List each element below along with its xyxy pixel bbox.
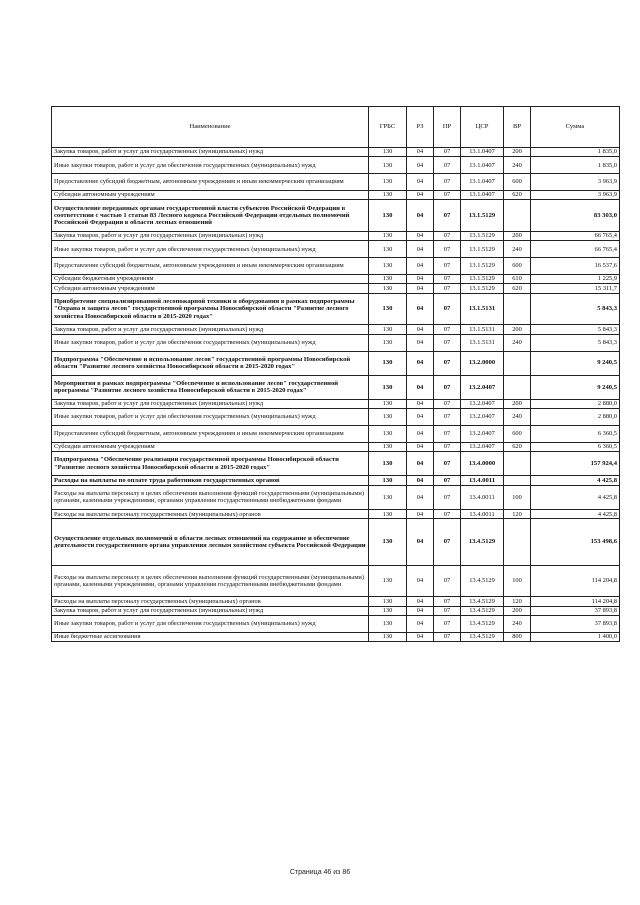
cell-pr: 07 [434,200,461,232]
cell-sum: 9 240,5 [531,351,620,375]
cell-rz: 04 [407,375,434,399]
cell-sum: 114 204,8 [531,565,620,597]
cell-sum: 37 893,8 [531,606,620,615]
cell-vr: 800 [504,632,531,641]
table-row [52,565,620,597]
cell-csr: 13.4.5129 [461,606,504,615]
cell-grbs: 130 [369,565,407,597]
table-row [52,597,620,606]
cell-csr: 13.2.0407 [461,399,504,408]
cell-sum: 1 225,9 [531,274,620,283]
cell-rz: 04 [407,510,434,519]
cell-name: Иные закупки товаров, работ и услуг для обеспечения государственных (муниципальных) нужд [52,157,369,174]
cell-name: Предоставление субсидий бюджетным, автономным учреждениям и иным некоммерческим организациям [52,426,369,443]
cell-vr: 600 [504,426,531,443]
cell-name: Субсидии бюджетным учреждениям [52,274,369,283]
cell-name: Иные закупки товаров, работ и услуг для обеспечения государственных (муниципальных) нужд [52,334,369,351]
cell-csr: 13.4.5129 [461,565,504,597]
cell-pr: 07 [434,510,461,519]
cell-rz: 04 [407,325,434,334]
table-row [52,476,620,485]
cell-csr: 13.4.5129 [461,597,504,606]
cell-sum: 15 311,7 [531,284,620,293]
cell-csr: 13.1.0407 [461,190,504,199]
cell-vr: 620 [504,442,531,451]
cell-grbs: 130 [369,616,407,633]
table-row [52,409,620,426]
cell-vr: 240 [504,334,531,351]
cell-vr: 240 [504,241,531,258]
cell-vr: 200 [504,325,531,334]
header-grbs: ГРБС [369,107,407,148]
cell-sum: 6 360,5 [531,442,620,451]
cell-vr: 200 [504,606,531,615]
cell-vr: 610 [504,274,531,283]
cell-grbs: 130 [369,409,407,426]
cell-pr: 07 [434,293,461,325]
cell-grbs: 130 [369,375,407,399]
cell-sum: 3 963,9 [531,190,620,199]
table-row [52,284,620,293]
table-row [52,510,620,519]
cell-rz: 04 [407,190,434,199]
cell-vr [504,200,531,232]
cell-pr: 07 [434,258,461,275]
cell-vr: 120 [504,597,531,606]
cell-grbs: 130 [369,334,407,351]
cell-csr: 13.2.0407 [461,426,504,443]
cell-name: Закупка товаров, работ и услуг для государственных (муниципальных) нужд [52,399,369,408]
cell-csr: 13.1.5129 [461,274,504,283]
cell-grbs: 130 [369,519,407,565]
cell-grbs: 130 [369,325,407,334]
cell-grbs: 130 [369,452,407,476]
table-row [52,174,620,191]
cell-grbs: 130 [369,399,407,408]
cell-pr: 07 [434,375,461,399]
cell-grbs: 130 [369,200,407,232]
cell-rz: 04 [407,442,434,451]
table-row [52,157,620,174]
cell-name: Осуществление отдельных полномочий в области лесных отношений на содержание и обеспечение деятельности государственного органа управления лесным хозяйством субъекта Российской Федерации [52,519,369,565]
cell-rz: 04 [407,148,434,157]
cell-rz: 04 [407,351,434,375]
cell-csr: 13.1.5129 [461,284,504,293]
header-vr: ВР [504,107,531,148]
cell-name: Субсидии автономным учреждениям [52,284,369,293]
cell-name: Предоставление субсидий бюджетным, автономным учреждениям и иным некоммерческим организациям [52,174,369,191]
table-row [52,325,620,334]
cell-grbs: 130 [369,442,407,451]
cell-csr: 13.1.5131 [461,293,504,325]
cell-sum: 114 204,8 [531,597,620,606]
cell-csr: 13.2.0407 [461,375,504,399]
table-row [52,241,620,258]
table-row [52,334,620,351]
header-name: Наименование [52,107,369,148]
cell-sum: 4 425,8 [531,510,620,519]
cell-sum: 4 425,8 [531,476,620,485]
cell-sum: 5 843,3 [531,293,620,325]
cell-csr: 13.1.0407 [461,148,504,157]
cell-pr: 07 [434,148,461,157]
cell-name: Субсидии автономным учреждениям [52,190,369,199]
table-row [52,606,620,615]
cell-csr: 13.1.5129 [461,200,504,232]
cell-vr: 100 [504,485,531,509]
cell-vr [504,351,531,375]
cell-sum: 83 303,0 [531,200,620,232]
cell-pr: 07 [434,409,461,426]
cell-pr: 07 [434,157,461,174]
cell-pr: 07 [434,284,461,293]
cell-pr: 07 [434,351,461,375]
cell-sum: 1 835,0 [531,148,620,157]
cell-name: Расходы на выплаты персоналу государственных (муниципальных) органов [52,597,369,606]
cell-pr: 07 [434,485,461,509]
cell-csr: 13.1.5131 [461,325,504,334]
cell-vr: 200 [504,231,531,240]
cell-grbs: 130 [369,485,407,509]
cell-rz: 04 [407,284,434,293]
table-row [52,274,620,283]
cell-pr: 07 [434,616,461,633]
cell-vr: 240 [504,409,531,426]
header-csr: ЦСР [461,107,504,148]
cell-rz: 04 [407,399,434,408]
table-row [52,399,620,408]
cell-csr: 13.4.0011 [461,510,504,519]
table-body [52,148,620,642]
cell-name: Закупка товаров, работ и услуг для государственных (муниципальных) нужд [52,148,369,157]
cell-sum: 2 880,0 [531,409,620,426]
table-row [52,190,620,199]
header-sum: Сумма [531,107,620,148]
table-row [52,293,620,325]
cell-grbs: 130 [369,231,407,240]
cell-sum: 66 765,4 [531,231,620,240]
cell-grbs: 130 [369,174,407,191]
cell-rz: 04 [407,258,434,275]
cell-grbs: 130 [369,476,407,485]
cell-grbs: 130 [369,606,407,615]
cell-name: Расходы на выплаты по оплате труда работников государственных органов [52,476,369,485]
table-row [52,426,620,443]
cell-csr: 13.4.0011 [461,476,504,485]
cell-grbs: 130 [369,351,407,375]
page-number: Страница 46 из 86 [289,869,351,876]
cell-name: Подпрограмма "Обеспечение и использование лесов" государственной программы Новосибирской области "Развитие лесного хозяйства Новосибирской области в 2015-2020 годах" [52,351,369,375]
cell-sum: 153 498,6 [531,519,620,565]
cell-vr [504,452,531,476]
table-row [52,519,620,565]
cell-rz: 04 [407,519,434,565]
cell-grbs: 130 [369,241,407,258]
cell-name: Иные бюджетные ассигнования [52,632,369,641]
cell-rz: 04 [407,200,434,232]
table-row [52,258,620,275]
cell-sum: 5 843,3 [531,334,620,351]
cell-rz: 04 [407,241,434,258]
cell-name: Иные закупки товаров, работ и услуг для обеспечения государственных (муниципальных) нужд [52,409,369,426]
cell-grbs: 130 [369,274,407,283]
cell-csr: 13.1.0407 [461,157,504,174]
cell-pr: 07 [434,519,461,565]
cell-rz: 04 [407,409,434,426]
cell-pr: 07 [434,452,461,476]
cell-rz: 04 [407,632,434,641]
cell-sum: 37 893,8 [531,616,620,633]
cell-pr: 07 [434,274,461,283]
cell-sum: 9 240,5 [531,375,620,399]
cell-csr: 13.4.0011 [461,485,504,509]
cell-name: Субсидии автономным учреждениям [52,442,369,451]
cell-grbs: 130 [369,148,407,157]
cell-name: Осуществление переданных органам государственной власти субъектов Российской Федерации в соответствии с частью 1 статьи 83 Лесного кодекса Российской Федерации отдельных полномочий Российской Федерации в области лесных отношений [52,200,369,232]
cell-sum: 2 880,0 [531,399,620,408]
table-row [52,231,620,240]
table-header-row [52,107,620,148]
cell-rz: 04 [407,485,434,509]
cell-name: Расходы на выплаты персоналу в целях обеспечения выполнения функций государственными (муниципальными) органами, казенными учреждениями, органами управления государственными внебюджетными фондами [52,565,369,597]
cell-grbs: 130 [369,293,407,325]
cell-grbs: 130 [369,157,407,174]
table-row [52,148,620,157]
cell-rz: 04 [407,293,434,325]
cell-name: Приобретение специализированной лесопожарной техники и оборудования в рамках подпрограммы "Охрана и защита лесов" государственной программы Новосибирской области "Развитие лесного хозяйства Новосибирской области в 2015-2020 годах" [52,293,369,325]
cell-name: Иные закупки товаров, работ и услуг для обеспечения государственных (муниципальных) нужд [52,241,369,258]
table-row [52,616,620,633]
cell-vr: 200 [504,148,531,157]
table-row [52,452,620,476]
cell-sum: 6 360,5 [531,426,620,443]
cell-pr: 07 [434,597,461,606]
cell-vr [504,476,531,485]
cell-name: Расходы на выплаты персоналу государственных (муниципальных) органов [52,510,369,519]
cell-name: Предоставление субсидий бюджетным, автономным учреждениям и иным некоммерческим организациям [52,258,369,275]
cell-pr: 07 [434,399,461,408]
cell-rz: 04 [407,597,434,606]
cell-name: Закупка товаров, работ и услуг для государственных (муниципальных) нужд [52,231,369,240]
cell-csr: 13.4.5129 [461,632,504,641]
cell-pr: 07 [434,325,461,334]
cell-pr: 07 [434,606,461,615]
table-row [52,351,620,375]
cell-rz: 04 [407,606,434,615]
cell-csr: 13.2.0407 [461,409,504,426]
cell-name: Иные закупки товаров, работ и услуг для обеспечения государственных (муниципальных) нужд [52,616,369,633]
cell-rz: 04 [407,157,434,174]
cell-pr: 07 [434,231,461,240]
cell-vr: 240 [504,616,531,633]
cell-sum: 16 537,6 [531,258,620,275]
cell-pr: 07 [434,565,461,597]
cell-name: Закупка товаров, работ и услуг для государственных (муниципальных) нужд [52,325,369,334]
cell-name: Закупка товаров, работ и услуг для государственных (муниципальных) нужд [52,606,369,615]
cell-csr: 13.1.5129 [461,231,504,240]
table-row [52,375,620,399]
cell-sum: 3 963,9 [531,174,620,191]
cell-sum: 1 835,0 [531,157,620,174]
cell-csr: 13.2.0407 [461,442,504,451]
cell-pr: 07 [434,632,461,641]
table-row [52,200,620,232]
header-pr: ПР [434,107,461,148]
cell-grbs: 130 [369,632,407,641]
cell-csr: 13.1.5129 [461,241,504,258]
cell-rz: 04 [407,231,434,240]
cell-rz: 04 [407,334,434,351]
cell-vr [504,375,531,399]
table-row [52,632,620,641]
cell-name: Подпрограмма "Обеспечение реализации государственной программы Новосибирской области "Развитие лесного хозяйства Новосибирской области в 2015-2020 годах" [52,452,369,476]
cell-vr: 240 [504,157,531,174]
cell-csr: 13.4.5129 [461,616,504,633]
cell-pr: 07 [434,190,461,199]
cell-name: Расходы на выплаты персоналу в целях обеспечения выполнения функций государственными (муниципальными) органами, казенными учреждениями, органами управления государственными внебюджетными фондами [52,485,369,509]
cell-vr: 200 [504,399,531,408]
cell-rz: 04 [407,476,434,485]
cell-vr [504,293,531,325]
cell-rz: 04 [407,174,434,191]
cell-sum: 1 400,0 [531,632,620,641]
cell-sum: 5 843,3 [531,325,620,334]
cell-pr: 07 [434,334,461,351]
cell-rz: 04 [407,426,434,443]
cell-csr: 13.2.0000 [461,351,504,375]
cell-pr: 07 [434,426,461,443]
budget-table [51,106,620,642]
cell-vr: 620 [504,190,531,199]
table-row [52,442,620,451]
cell-pr: 07 [434,442,461,451]
cell-csr: 13.1.5129 [461,258,504,275]
cell-grbs: 130 [369,258,407,275]
cell-name: Мероприятия в рамках подпрограммы "Обеспечение и использование лесов" государственной программы "Развитие лесного хозяйства Новосибирской области в 2015-2020 годах" [52,375,369,399]
cell-sum: 66 765,4 [531,241,620,258]
cell-sum: 157 924,4 [531,452,620,476]
cell-grbs: 130 [369,597,407,606]
header-rz: РЗ [407,107,434,148]
cell-csr: 13.1.5131 [461,334,504,351]
cell-pr: 07 [434,476,461,485]
cell-pr: 07 [434,241,461,258]
cell-csr: 13.4.5129 [461,519,504,565]
cell-grbs: 130 [369,510,407,519]
cell-sum: 4 425,8 [531,485,620,509]
cell-rz: 04 [407,452,434,476]
cell-vr: 120 [504,510,531,519]
cell-csr: 13.4.0000 [461,452,504,476]
cell-grbs: 130 [369,284,407,293]
cell-vr: 600 [504,174,531,191]
cell-vr: 600 [504,258,531,275]
cell-vr [504,519,531,565]
cell-grbs: 130 [369,426,407,443]
cell-csr: 13.1.0407 [461,174,504,191]
cell-vr: 620 [504,284,531,293]
cell-vr: 100 [504,565,531,597]
cell-pr: 07 [434,174,461,191]
cell-rz: 04 [407,565,434,597]
table-row [52,485,620,509]
cell-grbs: 130 [369,190,407,199]
cell-rz: 04 [407,274,434,283]
cell-rz: 04 [407,616,434,633]
